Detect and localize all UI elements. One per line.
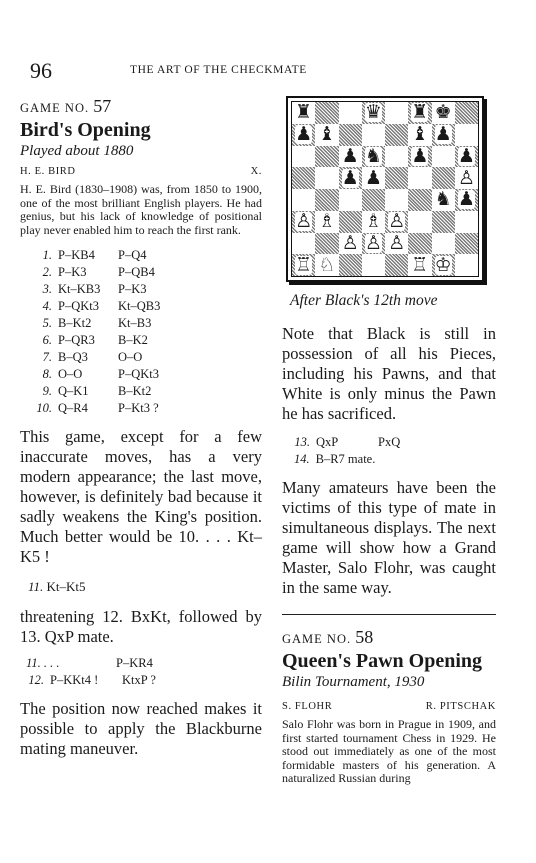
board-square: [292, 189, 315, 211]
board-square: [362, 233, 385, 255]
white-player: S. FLOHR: [282, 701, 333, 712]
board-square: [455, 102, 478, 124]
board-square: [455, 124, 478, 146]
final-moves: [294, 434, 496, 468]
chess-piece: ♙: [364, 231, 382, 254]
board-square: [385, 124, 408, 146]
move-row: 12. P–KKt4 ! KtxP ?: [28, 673, 156, 687]
board-square: [432, 124, 455, 146]
commentary-paragraph: This game, except for a few inaccurate moves, has a very modern appearance; the last move, however, is definitely bad because it sadly weakens the King's position. Much better would be 10. . . . Kt–K5 !: [20, 427, 262, 566]
chess-piece: ♖: [295, 253, 313, 276]
game-57-title: Bird's Opening: [20, 119, 151, 141]
game-57-moves-continued: [26, 655, 262, 689]
board-square: [432, 233, 455, 255]
game-label-text: GAME NO.: [20, 101, 90, 115]
board-square: [339, 233, 362, 255]
move-row: 8. O–O P–QKt3: [42, 367, 159, 381]
chess-piece: ♔: [434, 253, 452, 276]
black-player: X.: [250, 166, 262, 177]
chess-piece: ♗: [318, 210, 336, 233]
commentary-paragraph: Many amateurs have been the victims of this type of mate in simultaneous displays. The next game will show how a Grand Master, Salo Flohr, was caught in the same way.: [282, 478, 496, 597]
board-square: [315, 167, 338, 189]
page-header: [30, 58, 500, 83]
board-square: [408, 189, 431, 211]
chess-piece: ♟: [295, 123, 313, 146]
board-square: [315, 211, 338, 233]
board-square: [339, 167, 362, 189]
white-player: H. E. BIRD: [20, 166, 76, 177]
board-square: [408, 211, 431, 233]
board-square: [292, 254, 315, 276]
section-divider: [282, 614, 496, 615]
commentary-paragraph: threatening 12. BxKt, followed by 13. QxP mate.: [20, 607, 262, 646]
board-square: [315, 233, 338, 255]
board-square: [455, 146, 478, 168]
move-row: 1. P–KB4 P–Q4: [42, 248, 147, 262]
chess-piece: ♟: [341, 166, 359, 189]
chess-piece: ♟: [457, 188, 475, 211]
commentary-paragraph: The position now reached makes it possible to apply the Blackburne mating maneuver.: [20, 699, 262, 758]
move-row: 2. P–K3 P–QB4: [42, 265, 155, 279]
chess-diagram: [286, 96, 484, 282]
board-square: [408, 102, 431, 124]
board-square: [385, 254, 408, 276]
board-square: [385, 146, 408, 168]
move-row: 11. . . . P–KR4: [26, 656, 153, 670]
board-square: [432, 211, 455, 233]
game-number: 58: [355, 627, 374, 647]
board-square: [432, 189, 455, 211]
move-row: 5. B–Kt2 Kt–B3: [42, 316, 152, 330]
game-58-label: [282, 627, 496, 648]
chess-piece: ♙: [388, 231, 406, 254]
board-square: [362, 124, 385, 146]
board-square: [385, 167, 408, 189]
move-row: 9. Q–K1 B–Kt2: [42, 384, 152, 398]
board-square: [455, 189, 478, 211]
chess-piece: ♜: [295, 101, 313, 124]
chess-piece: ♟: [434, 123, 452, 146]
board-square: [292, 167, 315, 189]
black-player: R. PITSCHAK: [425, 701, 496, 712]
board-square: [315, 189, 338, 211]
board-square: [408, 254, 431, 276]
game-58-header: [282, 627, 496, 786]
move-row: 10. Q–R4 P–Kt3 ?: [36, 401, 159, 415]
chess-piece: ♝: [411, 123, 429, 146]
board-square: [408, 167, 431, 189]
chess-piece: ♙: [388, 210, 406, 233]
board-square: [455, 167, 478, 189]
game-58-bio: Salo Flohr was born in Prague in 1909, and first started tournament Chess in 1929. He stood out immediately as one of the most formidable masters of his generation. A naturalized Russian during: [282, 717, 496, 786]
board-square: [385, 102, 408, 124]
board-square: [292, 233, 315, 255]
move-row: 13. QxP PxQ: [294, 435, 401, 449]
board-square: [432, 102, 455, 124]
chess-piece: ♖: [411, 253, 429, 276]
move-row: 6. P–QR3 B–K2: [42, 333, 148, 347]
board-square: [315, 254, 338, 276]
chess-piece: ♙: [341, 231, 359, 254]
board-square: [315, 146, 338, 168]
move-row: 3. Kt–KB3 P–K3: [42, 282, 147, 296]
chess-piece: ♗: [364, 210, 382, 233]
chess-piece: ♜: [411, 101, 429, 124]
chess-piece: ♟: [457, 144, 475, 167]
game-58-players: [282, 701, 496, 712]
chess-piece: ♟: [411, 144, 429, 167]
board-square: [362, 189, 385, 211]
board-square: [292, 146, 315, 168]
board-square: [339, 254, 362, 276]
board-square: [315, 124, 338, 146]
chess-piece: ♙: [457, 166, 475, 189]
board-square: [385, 233, 408, 255]
board-square: [362, 254, 385, 276]
move-11-line: [28, 579, 262, 595]
board-square: [339, 102, 362, 124]
left-column: [20, 96, 262, 759]
board-square: [408, 124, 431, 146]
move-row: 14. B–R7 mate.: [294, 452, 376, 466]
board-square: [455, 254, 478, 276]
game-57-moves: [34, 247, 262, 417]
game-58-played: Bilin Tournament, 1930: [282, 674, 425, 690]
game-57-bio: H. E. Bird (1830–1908) was, from 1850 to 1900, one of the most brilliant English players. He had genius, but his lack of knowledge of positional play never enabled him to reach the first rank.: [20, 182, 262, 237]
board-square: [362, 167, 385, 189]
chess-piece: ♙: [295, 210, 313, 233]
game-number: 57: [93, 96, 112, 116]
commentary-paragraph: Note that Black is still in possession of all his Pieces, including his Pawns, and that White is only minus the Pawn he has sacrificed.: [282, 324, 496, 423]
diagram-caption: After Black's 12th move: [290, 292, 438, 309]
move-row: 4. P–QKt3 Kt–QB3: [42, 299, 161, 313]
game-57-played: Played about 1880: [20, 143, 134, 159]
board-square: [432, 167, 455, 189]
board-square: [292, 211, 315, 233]
move-number: 11.: [28, 579, 44, 594]
move-row: 7. B–Q3 O–O: [42, 350, 143, 364]
board-square: [362, 146, 385, 168]
game-58-title: Queen's Pawn Opening: [282, 650, 483, 672]
chess-board: [291, 101, 479, 277]
board-square: [339, 146, 362, 168]
board-square: [455, 211, 478, 233]
board-square: [339, 124, 362, 146]
move-white: Kt–Kt5: [46, 579, 86, 594]
board-square: [408, 233, 431, 255]
board-square: [432, 146, 455, 168]
board-square: [432, 254, 455, 276]
board-square: [408, 146, 431, 168]
chess-piece: ♞: [434, 188, 452, 211]
chess-piece: ♝: [318, 123, 336, 146]
board-square: [339, 211, 362, 233]
board-square: [339, 189, 362, 211]
right-column: [282, 96, 496, 786]
board-square: [292, 124, 315, 146]
game-label-text: GAME NO.: [282, 632, 352, 646]
board-square: [362, 102, 385, 124]
chess-piece: ♞: [364, 144, 382, 167]
board-square: [385, 189, 408, 211]
chess-piece: ♟: [364, 166, 382, 189]
chess-piece: ♚: [434, 101, 452, 124]
running-head: THE ART OF THE CHECKMATE: [130, 64, 307, 76]
board-square: [455, 233, 478, 255]
board-square: [315, 102, 338, 124]
chess-piece: ♘: [318, 253, 336, 276]
chess-piece: ♟: [341, 144, 359, 167]
page-number: 96: [30, 58, 52, 83]
game-57-label: [20, 96, 262, 117]
chess-piece: ♛: [364, 101, 382, 124]
board-square: [362, 211, 385, 233]
board-square: [385, 211, 408, 233]
board-square: [292, 102, 315, 124]
game-57-players: [20, 166, 262, 177]
